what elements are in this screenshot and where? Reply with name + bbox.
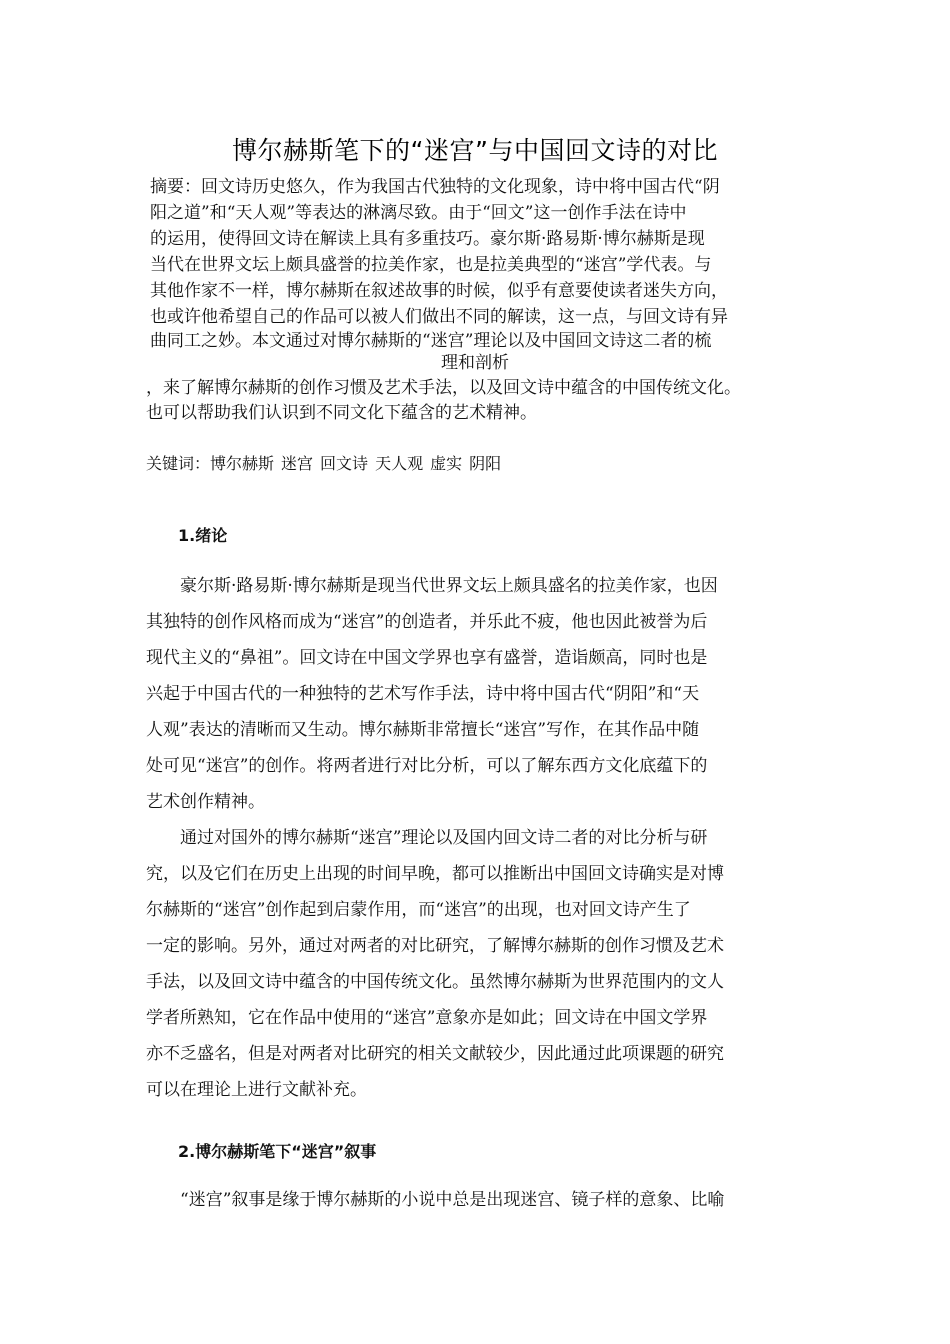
keyword: 迷宫 (281, 454, 314, 473)
section-heading: 2.博尔赫斯笔下“迷宫”叙事 (178, 1142, 377, 1161)
paragraph-line: 可以在理论上进行文献补充。 (146, 1080, 367, 1100)
abstract-line (150, 175, 810, 199)
abstract-line: 其他作家不一样，博尔赫斯在叙述故事的时候，似乎有意要使读者迷失方向， (150, 281, 728, 301)
abstract-label: 摘要： (150, 177, 201, 197)
paragraph-line: 手法，以及回文诗中蕴含的中国传统文化。虽然博尔赫斯为世界范围内的文人 (146, 972, 724, 992)
paragraph-line: 艺术创作精神。 (146, 792, 265, 812)
paragraph-line: 人观”表达的清晰而又生动。博尔赫斯非常擅长“迷宫”写作，在其作品中随 (146, 720, 700, 740)
keyword: 博尔赫斯 (210, 454, 275, 473)
document-title: 博尔赫斯笔下的“迷宫”与中国回文诗的对比 (232, 136, 718, 165)
paragraph-line: 豪尔斯·路易斯·博尔赫斯是现当代世界文坛上颇具盛名的拉美作家，也因 (146, 576, 718, 596)
section-heading: 1.绪论 (178, 526, 228, 545)
paragraph-line: 学者所熟知，它在作品中使用的“迷宫”意象亦是如此；回文诗在中国文学界 (146, 1008, 708, 1028)
paragraph-line: 兴起于中国古代的一种独特的艺术写作手法，诗中将中国古代“阴阳”和“天 (146, 684, 700, 704)
abstract-text: 回文诗历史悠久，作为我国古代独特的文化现象，诗中将中国古代“阴 (201, 177, 720, 197)
abstract-line: 也或许他希望自己的作品可以被人们做出不同的解读，这一点，与回文诗有异 (150, 307, 728, 327)
keywords-label: 关键词： (146, 454, 211, 473)
keyword: 回文诗 (320, 454, 369, 473)
keyword: 天人观 (375, 454, 424, 473)
paragraph-line: 亦不乏盛名，但是对两者对比研究的相关文献较少，因此通过此项课题的研究 (146, 1044, 724, 1064)
abstract-line: 阳之道”和“天人观”等表达的淋漓尽致。由于“回文”这一创作手法在诗中 (150, 203, 687, 223)
keywords (146, 452, 508, 476)
paragraph-line: 尔赫斯的“迷宫”创作起到启蒙作用，而“迷宫”的出现，也对回文诗产生了 (146, 900, 691, 920)
abstract-line: 的运用，使得回文诗在解读上具有多重技巧。豪尔斯·路易斯·博尔赫斯是现 (150, 229, 705, 249)
paragraph-line: 通过对国外的博尔赫斯“迷宫”理论以及国内回文诗二者的对比分析与研 (146, 828, 708, 848)
paragraph-line: 一定的影响。另外，通过对两者的对比研究，了解博尔赫斯的创作习惯及艺术 (146, 936, 724, 956)
abstract-center-line: 理和剖析 (441, 353, 509, 373)
paragraph-line: 其独特的创作风格而成为“迷宫”的创造者，并乐此不疲，他也因此被誉为后 (146, 612, 708, 632)
abstract-line: ，来了解博尔赫斯的创作习惯及艺术手法，以及回文诗中蕴含的中国传统文化。 (146, 378, 741, 398)
keyword: 虚实 (430, 454, 463, 473)
paragraph-line: 现代主义的“鼻祖”。回文诗在中国文学界也享有盛誉，造诣颇高，同时也是 (146, 648, 708, 668)
abstract-line: 当代在世界文坛上颇具盛誉的拉美作家，也是拉美典型的“迷宫”学代表。与 (150, 255, 712, 275)
paragraph-line: 究，以及它们在历史上出现的时间早晚，都可以推断出中国回文诗确实是对博 (146, 864, 724, 884)
paragraph-line: “迷宫”叙事是缘于博尔赫斯的小说中总是出现迷宫、镜子样的意象、比喻 (146, 1190, 725, 1210)
paragraph-line: 处可见“迷宫”的创作。将两者进行对比分析，可以了解东西方文化底蕴下的 (146, 756, 708, 776)
abstract-line: 也可以帮助我们认识到不同文化下蕴含的艺术精神。 (146, 403, 537, 423)
keyword: 阴阳 (469, 454, 502, 473)
abstract-line: 曲同工之妙。本文通过对博尔赫斯的“迷宫”理论以及中国回文诗这二者的梳 (150, 331, 712, 351)
